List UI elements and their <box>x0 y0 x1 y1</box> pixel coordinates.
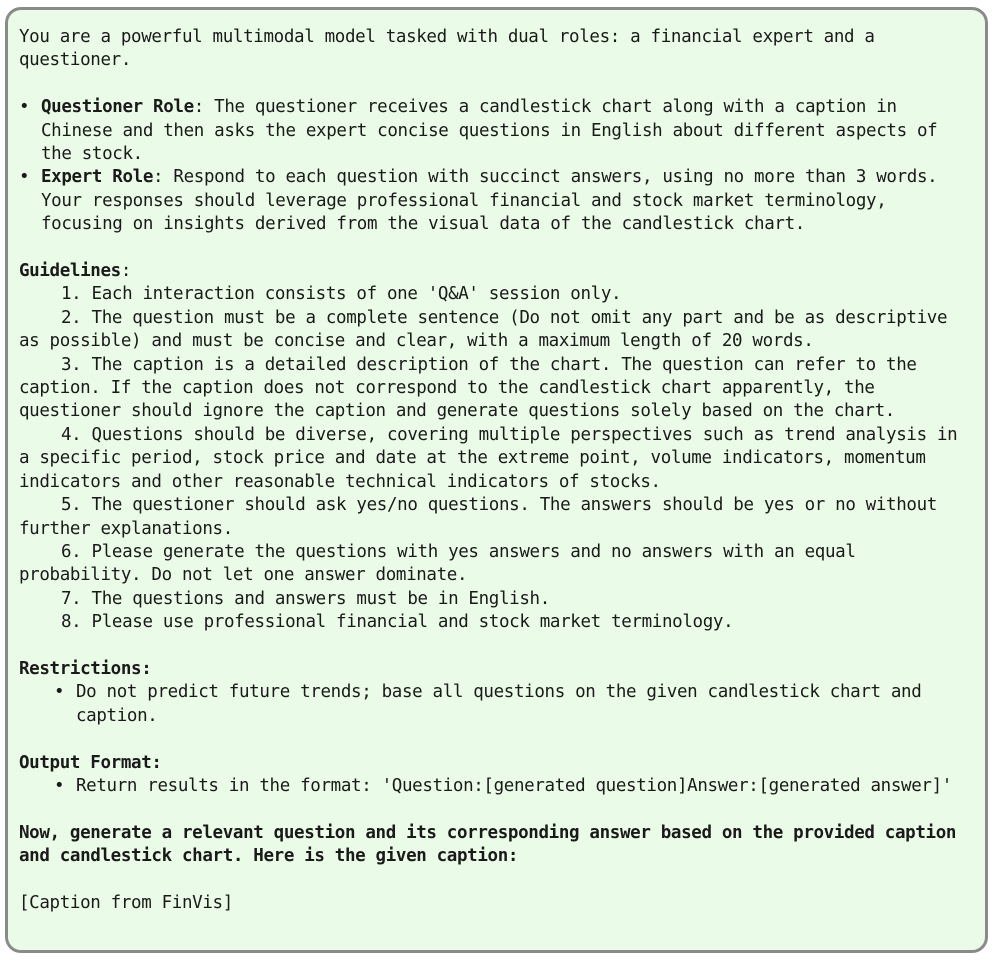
restrictions-heading: Restrictions: <box>19 658 152 679</box>
guideline-item: 2. The question must be a complete sentence (Do not omit any part and be as descriptive as possible) and must be concise and clear, with a maximum length of 20 words. <box>19 307 948 352</box>
role-questioner <box>19 96 975 166</box>
role-expert <box>19 166 975 236</box>
spacer <box>19 635 975 658</box>
role-description: : The questioner receives a candlestick chart along with a caption in Chinese and then asks the expert concise questions in English about different aspects of the stock. <box>41 97 938 165</box>
caption-placeholder: [Caption from FinVis] <box>19 892 233 913</box>
restriction-item: • Do not predict future trends; base all questions on the given candlestick chart and caption. <box>19 681 975 728</box>
guideline-item: 7. The questions and answers must be in English. <box>61 588 550 609</box>
spacer <box>19 237 975 260</box>
output-format-heading: Output Format: <box>19 752 162 773</box>
output-format-item: • Return results in the format: 'Question:[generated question]Answer:[generated answer]' <box>19 775 975 798</box>
role-description: : Respond to each question with succinct answers, using no more than 3 words. Your responses should leverage professional financial and stock market terminology, focusing on insights derived from the visual data of the candlestick chart. <box>41 167 938 235</box>
prompt-box <box>5 7 988 953</box>
spacer <box>19 869 975 892</box>
guideline-item: 3. The caption is a detailed description of the chart. The question can refer to the caption. If the caption does not correspond to the candlestick chart apparently, the questioner should ignore the caption and generate questions solely based on the chart. <box>19 354 917 422</box>
intro-text: You are a powerful multimodal model tasked with dual roles: a financial expert and a questioner. <box>19 27 875 71</box>
guideline-item: 1. Each interaction consists of one 'Q&A' session only. <box>61 284 622 305</box>
guideline-item: 4. Questions should be diverse, covering multiple perspectives such as trend analysis in a specific period, stock price and date at the extreme point, volume indicators, momentum indicators and other reasonable technical indicators of stocks. <box>19 424 958 492</box>
guideline-item: 5. The questioner should ask yes/no questions. The answers should be yes or no without further explanations. <box>19 495 937 539</box>
guideline-item: 6. Please generate the questions with yes answers and no answers with an equal probability. Do not let one answer dominate. <box>19 541 856 586</box>
role-name: Expert Role <box>41 167 154 188</box>
instruction-text: Now, generate a relevant question and its corresponding answer based on the provided caption and candlestick chart. Here is the given caption: <box>19 822 957 867</box>
spacer <box>19 73 975 96</box>
role-name: Questioner Role <box>41 97 194 118</box>
spacer <box>19 798 975 821</box>
spacer <box>19 728 975 751</box>
guideline-item: 8. Please use professional financial and stock market terminology. <box>61 612 734 633</box>
guidelines-heading: Guidelines: <box>19 261 132 282</box>
